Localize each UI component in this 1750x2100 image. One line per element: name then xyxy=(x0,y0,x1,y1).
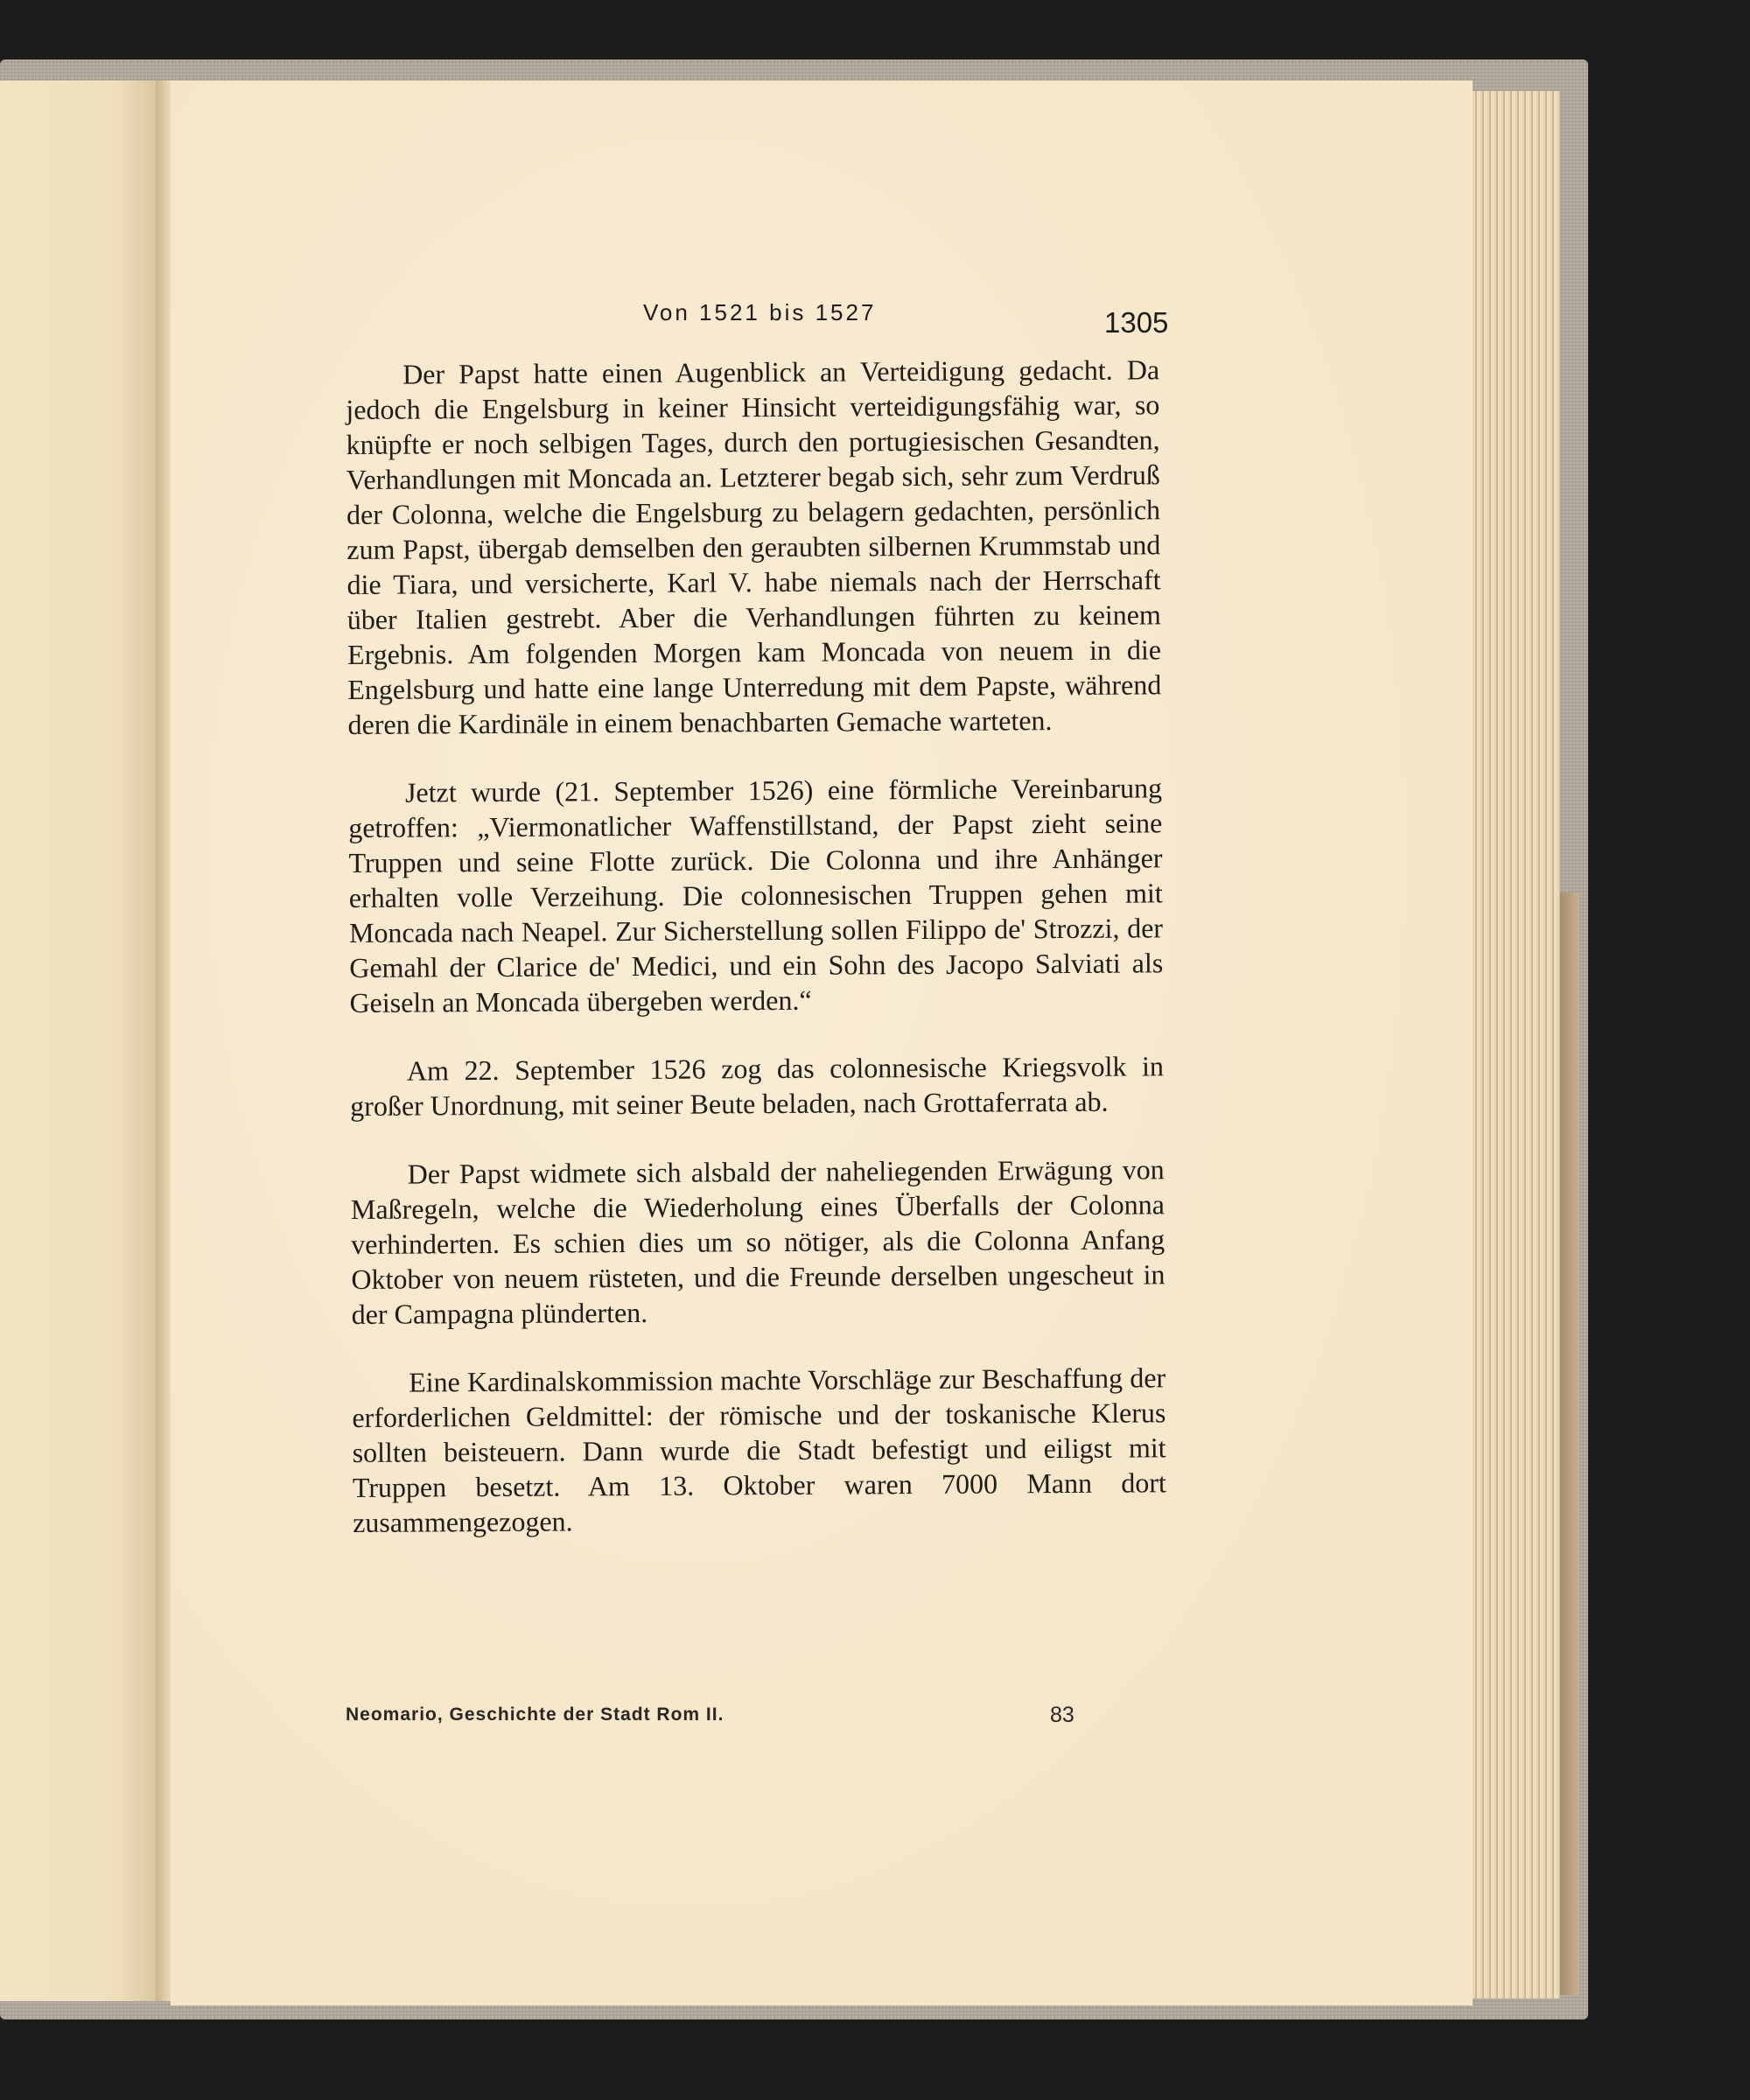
paragraph: Am 22. September 1526 zog das colonnesische Kriegsvolk in großer Unordnung, mit seiner Beute beladen, nach Grottaferrata ab. xyxy=(350,1050,1165,1122)
paragraph: Der Papst widmete sich alsbald der naheliegenden Erwägung von Maßregeln, welche die Wiederholung eines Überfalls der Colonna verhinderten. Es schien dies um so nötiger, als die Colonna Anfang Oktober von neuem rüsteten, und die Freunde derselben ungescheut in der Campagna plünderten. xyxy=(350,1153,1166,1330)
paragraph: Der Papst hatte einen Augenblick an Verteidigung gedacht. Da jedoch die Engelsburg in keiner Hinsicht verteidigungsfähig war, so knüpfte er noch selbigen Tages, durch den portugiesischen Gesandten, Verhandlungen mit Moncada an. Letzterer begab sich, sehr zum Verdruß der Colonna, welche die Engelsburg zu belagern gedachten, persönlich zum Papst, übergab demselben den geraubten silbernen Krummstab und die Tiara, und versicherte, Karl V. habe niemals nach der Herrschaft über Italien gestrebt. Aber die Verhandlungen führten zu keinem Ergebnis. Am folgenden Morgen kam Moncada von neuem in die Engelsburg und hatte eine lange Unterredung mit dem Papste, während deren die Kardinäle in einem benachbarten Gemache warteten. xyxy=(346,354,1162,740)
signature-line: Neomario, Geschichte der Stadt Rom II. xyxy=(346,1704,724,1725)
paragraph: Eine Kardinalskommission machte Vorschläge zur Beschaffung der erforderlichen Geldmittel: der römische und der toskanische Klerus sollten beisteuern. Dann wurde die Stadt befestigt und eiligst mit Truppen besetzt. Am 13. Oktober waren 7000 Mann dort zusammengezogen. xyxy=(352,1362,1166,1538)
running-head: Von 1521 bis 1527 xyxy=(643,299,877,326)
page-edges xyxy=(1473,91,1560,1998)
body-text xyxy=(346,352,1166,1573)
signature-number: 83 xyxy=(1050,1703,1074,1727)
paragraph: Jetzt wurde (21. September 1526) eine förmliche Vereinbarung getroffen: „Viermonatlicher Waffenstillstand, der Papst zieht seine Truppen und seine Flotte zurück. Die Colonna und ihre Anhänger erhalten volle Verzeihung. Die colonnesischen Truppen gehen mit Moncada nach Neapel. Zur Sicherstellung sollen Filippo de' Strozzi, der Gemahl der Clarice de' Medici, und ein Sohn des Jacopo Salviati als Geiseln an Moncada übergeben werden.“ xyxy=(348,772,1164,1018)
page-edges-shadow xyxy=(1560,892,1579,1995)
left-page xyxy=(0,80,156,2001)
page-number: 1305 xyxy=(1104,306,1169,339)
